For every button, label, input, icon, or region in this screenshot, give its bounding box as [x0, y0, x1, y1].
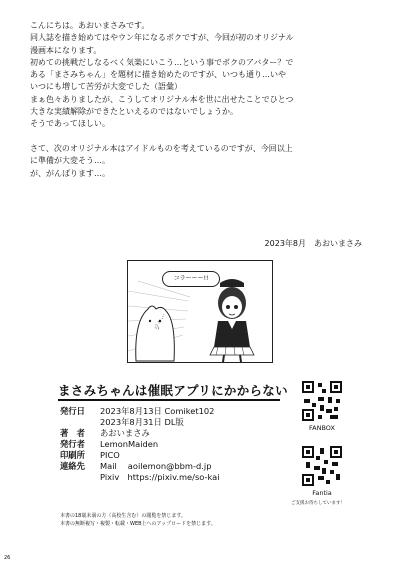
colophon-row [60, 417, 220, 428]
afterword-line: ある「まさみちゃん」を題材に描き始めたのですが、いつも通り…いや [30, 70, 286, 80]
afterword-line: 漫画本になります。 [30, 45, 102, 55]
colophon-label: 発行日 [60, 406, 85, 416]
colophon-value: あおいまさみ [100, 428, 150, 438]
colophon-value: 2023年8月13日 Comiket102 [100, 406, 215, 416]
fantia-qr-code[interactable] [302, 446, 342, 486]
afterword-line: さて、次のオリジナル本はアイドルものを考えているのですが、今回以上 [30, 144, 293, 154]
afterword-line: が、がんばります…。 [30, 168, 110, 178]
colophon-label: 印刷所 [60, 450, 85, 460]
colophon-row [60, 450, 220, 461]
colophon-row [60, 472, 220, 483]
afterword-line: まぁ色々ありましたが、こうしてオリジナル本を世に出せたことでひとつ [30, 94, 294, 104]
page-number: 26 [4, 555, 11, 561]
fantia-note: ご支援お待ちしています！ [291, 501, 345, 506]
book-title: まさみちゃんは催眠アプリにかからない [58, 383, 288, 398]
fanbox-label: FANBOX [309, 424, 335, 432]
fanbox-qr-code[interactable] [302, 381, 342, 421]
afterword-line: そうであってほしい。 [30, 119, 110, 129]
fantia-label: Fantia [312, 489, 332, 497]
afterword-line: 大きな実績解除ができたといえるのではないでしょうか。 [30, 107, 238, 117]
afterword-line: に準備が大変そう…。 [30, 156, 110, 166]
colophon-row [60, 439, 220, 450]
comic-panel [127, 260, 273, 363]
colophon-label [60, 417, 100, 428]
signature: 2023年8月 あおいまさみ [264, 239, 362, 248]
afterword-line: こんにちは。あおいまさみです。 [30, 21, 150, 30]
colophon-label: 発行者 [60, 439, 85, 449]
colophon-label: 連絡先 [60, 461, 85, 471]
colophon-row [60, 406, 220, 417]
notice-line: 本書の18歳未満の方（高校生含む）の閲覧を禁じます。 [60, 513, 186, 519]
legal-notice [60, 512, 216, 528]
title-rule [58, 399, 280, 401]
notice-line: 本書の無断複写・複製・転載・WEB上へのアップロードを禁じます。 [60, 521, 216, 527]
colophon-row [60, 461, 220, 472]
afterword-line: 初めての挑戦だしなるべく気楽にいこう…という事でボクのアバター？で [30, 57, 294, 67]
colophon-value: LemonMaiden [100, 439, 159, 449]
colophon-label [60, 472, 100, 483]
afterword-line: いつにも増して苦労が大変でした（語彙） [30, 82, 182, 92]
colophon-value: Mail aoilemon@bbm-d.jp [100, 461, 212, 471]
colophon-value: Pixiv https://pixiv.me/so-kai [100, 472, 220, 482]
colophon-value: PICO [100, 450, 120, 460]
colophon-label: 著 者 [60, 428, 85, 438]
sound-effect: ジャ... [153, 312, 167, 332]
colophon-row [60, 428, 220, 439]
speech-bubble: コラーーー!! [162, 271, 220, 287]
afterword-line: 同人誌を描き始めてはやウン年になるボクですが、今回が初のオリジナル [30, 33, 294, 43]
afterword [30, 20, 375, 180]
colophon [60, 406, 220, 483]
colophon-value: 2023年8月31日 DL版 [100, 417, 184, 427]
